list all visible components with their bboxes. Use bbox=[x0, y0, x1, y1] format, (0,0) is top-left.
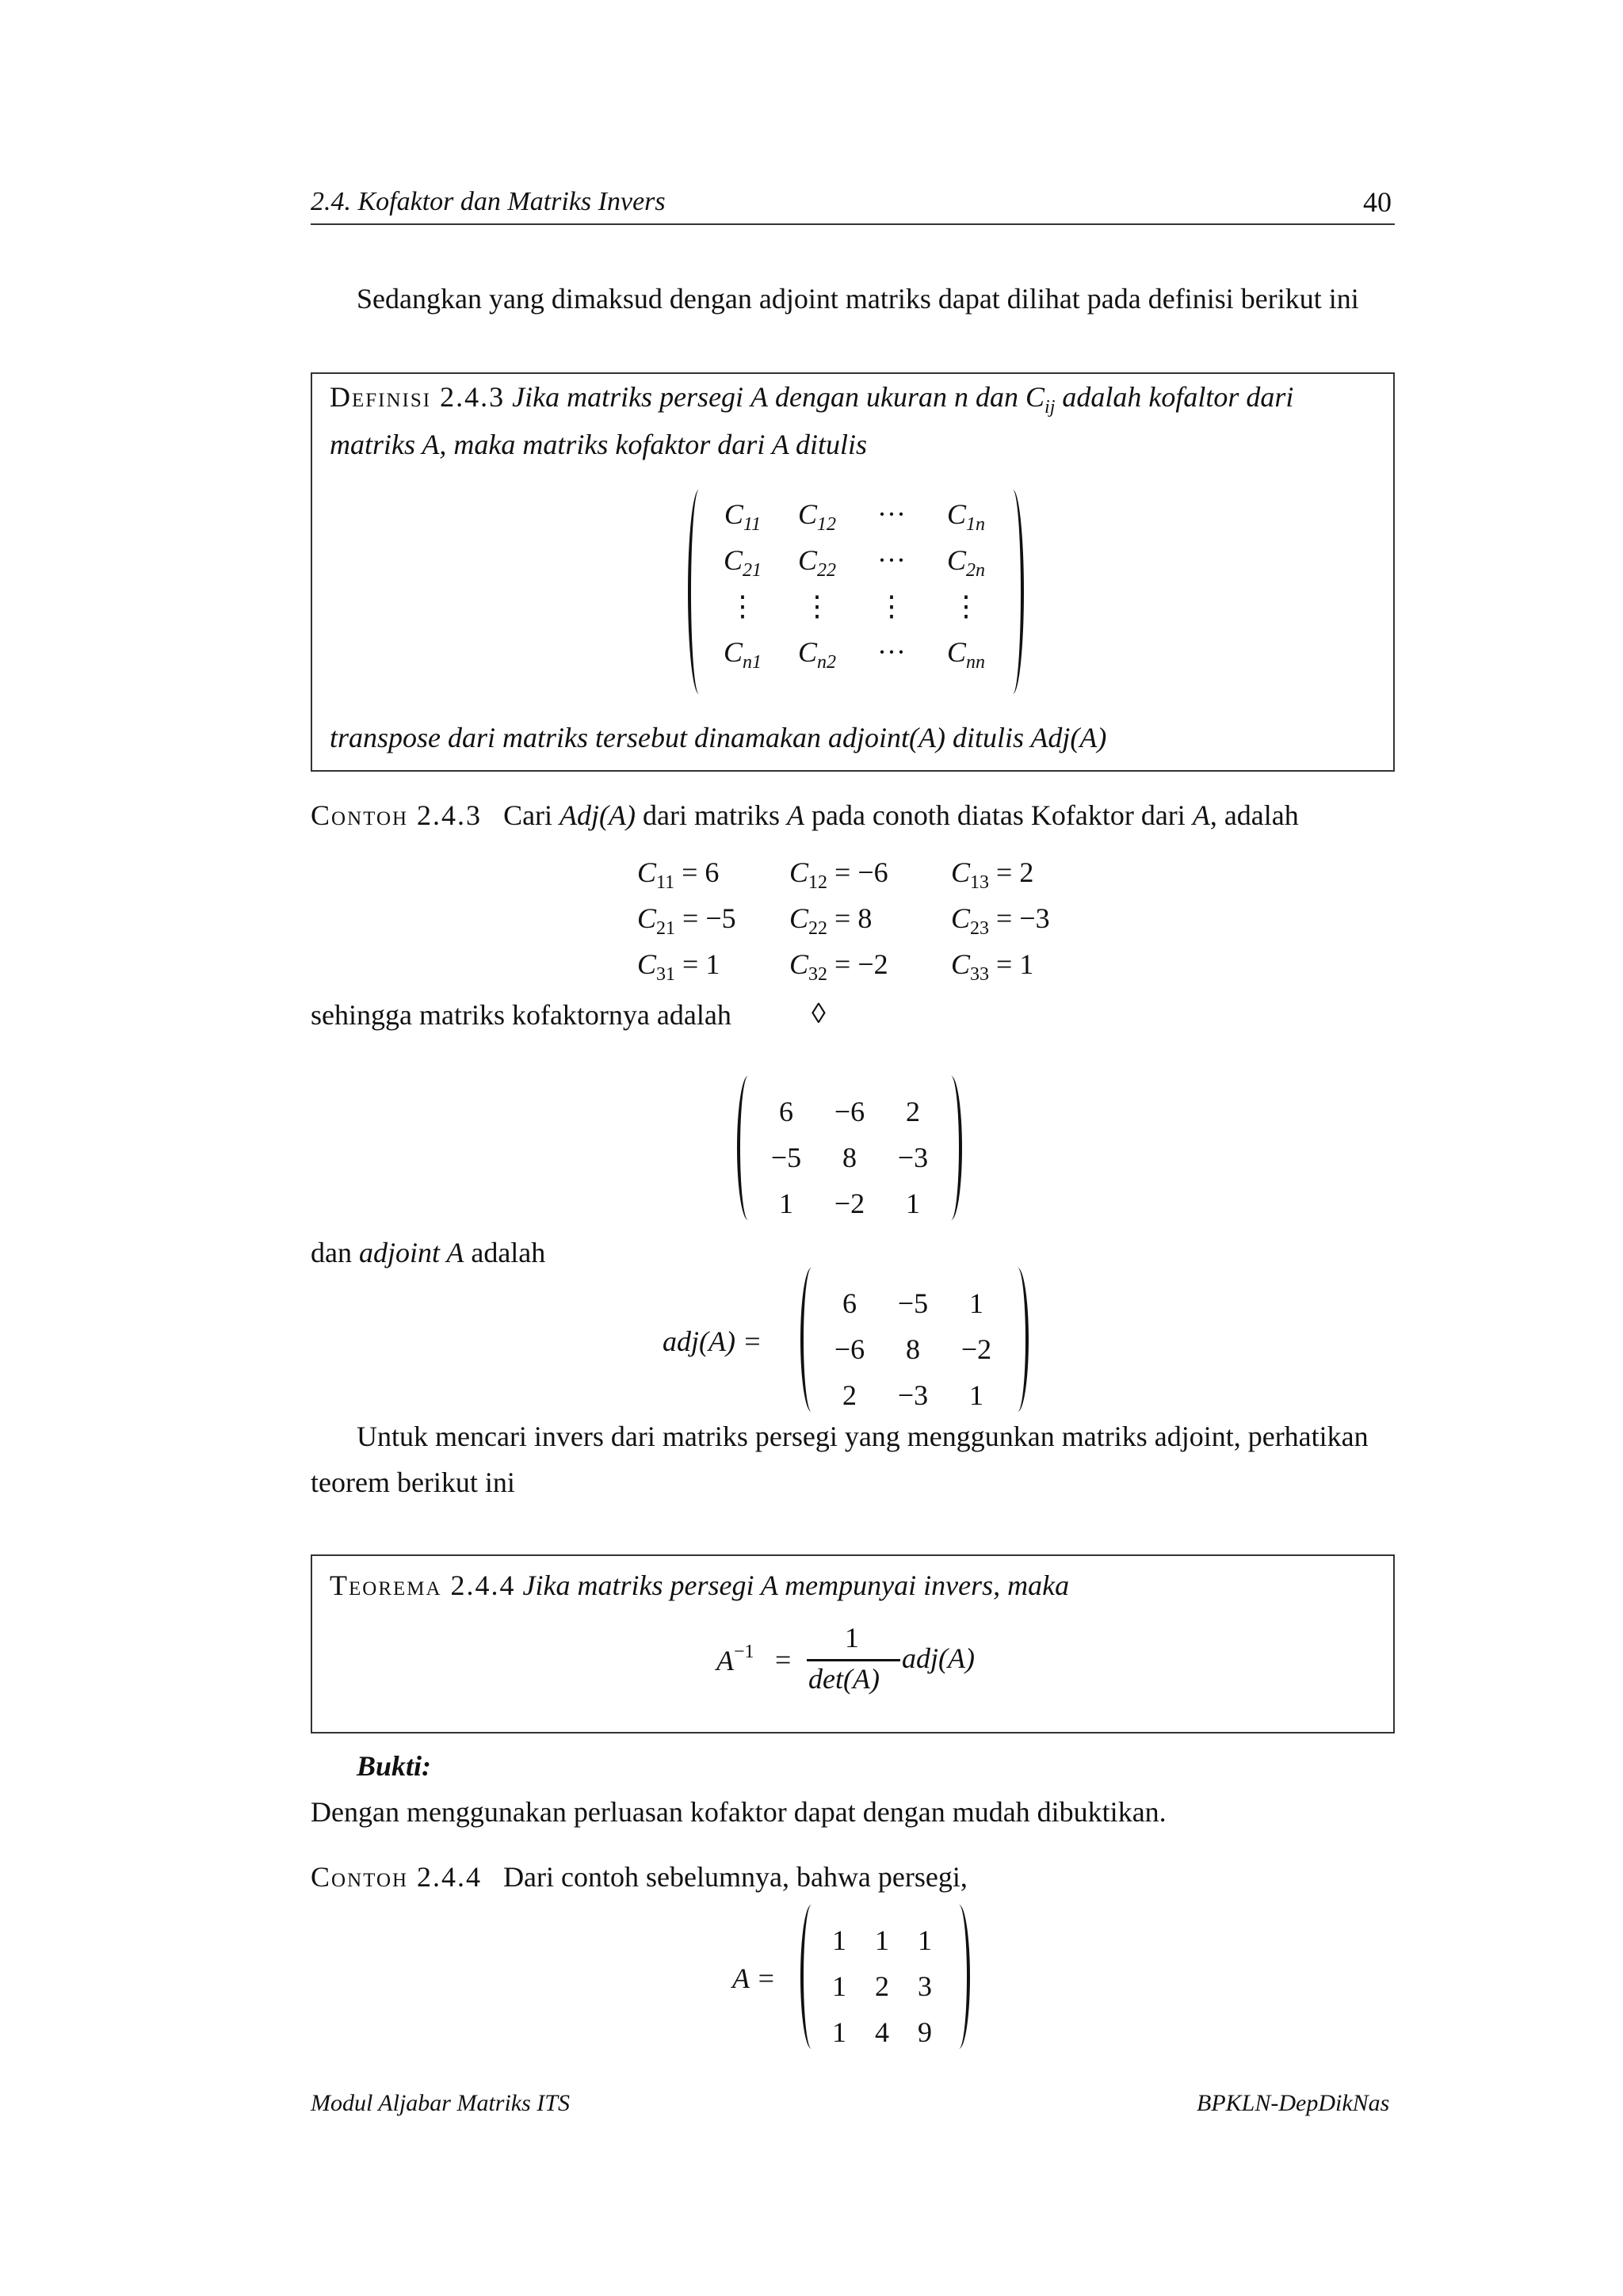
matrix-cell: −3 bbox=[897, 1379, 929, 1411]
definition-label: Definisi 2.4.3 bbox=[330, 381, 506, 413]
cofactor-value: $C_{32} = -2$ bbox=[789, 948, 888, 985]
matrix-cell: ⋮ bbox=[728, 590, 757, 622]
right-paren bbox=[948, 1905, 970, 2049]
example1-label: Contoh 2.4.3 bbox=[311, 799, 483, 831]
definition-line1: Definisi 2.4.3 Jika matriks persegi A dengan ukuran n dan $C_{ij}$ adalah kofaltor dari bbox=[330, 381, 1294, 418]
matrix-cell: 1 bbox=[779, 1188, 793, 1219]
matrix-cell: ··· bbox=[877, 498, 906, 530]
matrix-cell: 2 bbox=[875, 1970, 889, 2002]
fraction-numerator: 1 bbox=[845, 1622, 859, 1653]
matrix-cell: ··· bbox=[877, 636, 906, 668]
cofactor-value: $C_{31} = 1$ bbox=[637, 948, 720, 985]
proof-title: Bukti: bbox=[357, 1750, 432, 1782]
cofactor-value: $C_{23} = -3$ bbox=[951, 902, 1050, 939]
paragraph2-line1: Untuk mencari invers dari matriks persegi yang menggunkan matriks adjoint, perhatikan bbox=[357, 1421, 1369, 1452]
cofactor-value: $C_{21} = -5$ bbox=[637, 902, 736, 939]
example2-label: Contoh 2.4.4 bbox=[311, 1861, 483, 1893]
matrix-cell: 9 bbox=[918, 2016, 932, 2048]
matrix-cell: $C_{n1}$ bbox=[723, 636, 762, 673]
matrix-cell: 1 bbox=[832, 1924, 846, 1956]
right-paren bbox=[1006, 1268, 1029, 1412]
dan-text: dan adjoint A adalah bbox=[311, 1237, 546, 1268]
matrix-cell: −5 bbox=[770, 1142, 802, 1173]
matrix-cell: $C_{1n}$ bbox=[946, 498, 985, 535]
right-paren bbox=[1002, 490, 1024, 694]
matrix-cell: ⋮ bbox=[803, 590, 831, 622]
matrix-cell: −2 bbox=[834, 1188, 865, 1219]
matrix-cell: −6 bbox=[834, 1096, 865, 1127]
theorem-line: Teorema 2.4.4 Jika matriks persegi A mempunyai invers, maka bbox=[330, 1569, 1070, 1601]
adj-lhs: adj(A) = bbox=[663, 1325, 762, 1357]
theorem-label: Teorema 2.4.4 bbox=[330, 1569, 516, 1601]
matrix-cell: 1 bbox=[906, 1188, 920, 1219]
matrix-cell: 2 bbox=[842, 1379, 857, 1411]
cofactor-value: $C_{11} = 6$ bbox=[637, 856, 720, 893]
matrix-cell: 1 bbox=[969, 1287, 983, 1319]
matrix-cell: 1 bbox=[918, 1924, 932, 1956]
matrix-cell: −2 bbox=[960, 1333, 992, 1365]
fraction-bar bbox=[807, 1659, 900, 1661]
cofactor-value: $C_{22} = 8$ bbox=[789, 902, 873, 939]
cofactor-value: $C_{12} = -6$ bbox=[789, 856, 888, 893]
matrix-cell: $C_{n2}$ bbox=[797, 636, 836, 673]
header-rule bbox=[311, 223, 1395, 225]
definition-closing: transpose dari matriks tersebut dinamakan adjoint(A) ditulis Adj(A) bbox=[330, 722, 1107, 753]
paragraph2-line2: teorem berikut ini bbox=[311, 1466, 515, 1498]
cofactor-value: $C_{13} = 2$ bbox=[951, 856, 1034, 893]
running-header: 2.4. Kofaktor dan Matriks Invers bbox=[311, 187, 666, 216]
footer-right: BPKLN-DepDikNas bbox=[1197, 2090, 1390, 2116]
matrix-cell: 6 bbox=[779, 1096, 793, 1127]
matrix-cell: 3 bbox=[918, 1970, 932, 2002]
matrix-cell: $C_{11}$ bbox=[724, 498, 762, 535]
cofactor-value: $C_{33} = 1$ bbox=[951, 948, 1034, 985]
theorem-lhs: $A^{-1}$ bbox=[716, 1642, 754, 1676]
matrix-cell: 1 bbox=[875, 1924, 889, 1956]
page-number: 40 bbox=[1363, 186, 1392, 218]
proof-text: Dengan menggunakan perluasan kofaktor dapat dengan mudah dibuktikan. bbox=[311, 1796, 1167, 1828]
matrix-cell: $C_{12}$ bbox=[797, 498, 836, 535]
example2-line: Contoh 2.4.4 Dari contoh sebelumnya, bahwa persegi, bbox=[311, 1861, 968, 1893]
footer-left: Modul Aljabar Matriks ITS bbox=[311, 2090, 570, 2116]
matrix-cell: ⋮ bbox=[952, 590, 980, 622]
theorem-rhs: adj(A) bbox=[902, 1642, 975, 1674]
diamond-symbol: ◊ bbox=[812, 997, 826, 1029]
example2-lhs: A = bbox=[732, 1962, 776, 1994]
matrix-cell: 8 bbox=[906, 1333, 920, 1365]
matrix-cell: ··· bbox=[877, 544, 906, 576]
matrix-cell: 1 bbox=[832, 2016, 846, 2048]
matrix-cell: 1 bbox=[832, 1970, 846, 2002]
definition-line2: matriks A, maka matriks kofaktor dari A ditulis bbox=[330, 429, 868, 460]
matrix-cell: $C_{nn}$ bbox=[946, 636, 985, 673]
matrix-cell: −6 bbox=[834, 1333, 865, 1365]
theorem-eq: = bbox=[775, 1644, 792, 1676]
matrix-cell: 6 bbox=[842, 1287, 857, 1319]
matrix-cell: $C_{21}$ bbox=[723, 544, 762, 581]
matrix-cell: ⋮ bbox=[877, 590, 906, 622]
matrix-cell: 2 bbox=[906, 1096, 920, 1127]
example1-line: Contoh 2.4.3 Cari Adj(A) dari matriks A pada conoth diatas Kofaktor dari A, adalah bbox=[311, 799, 1299, 831]
matrix-cell: −3 bbox=[897, 1142, 929, 1173]
fraction-denominator: det(A) bbox=[808, 1663, 880, 1695]
matrix-cell: 4 bbox=[875, 2016, 889, 2048]
matrix-cell: $C_{2n}$ bbox=[946, 544, 985, 581]
matrix-cell: $C_{22}$ bbox=[797, 544, 836, 581]
matrix-cell: 8 bbox=[842, 1142, 857, 1173]
matrix-cell: −5 bbox=[897, 1287, 929, 1319]
matrix-cell: 1 bbox=[969, 1379, 983, 1411]
intro-text: Sedangkan yang dimaksud dengan adjoint matriks dapat dilihat pada definisi berikut ini bbox=[357, 283, 1359, 315]
sehingga-text: sehingga matriks kofaktornya adalah bbox=[311, 999, 731, 1031]
